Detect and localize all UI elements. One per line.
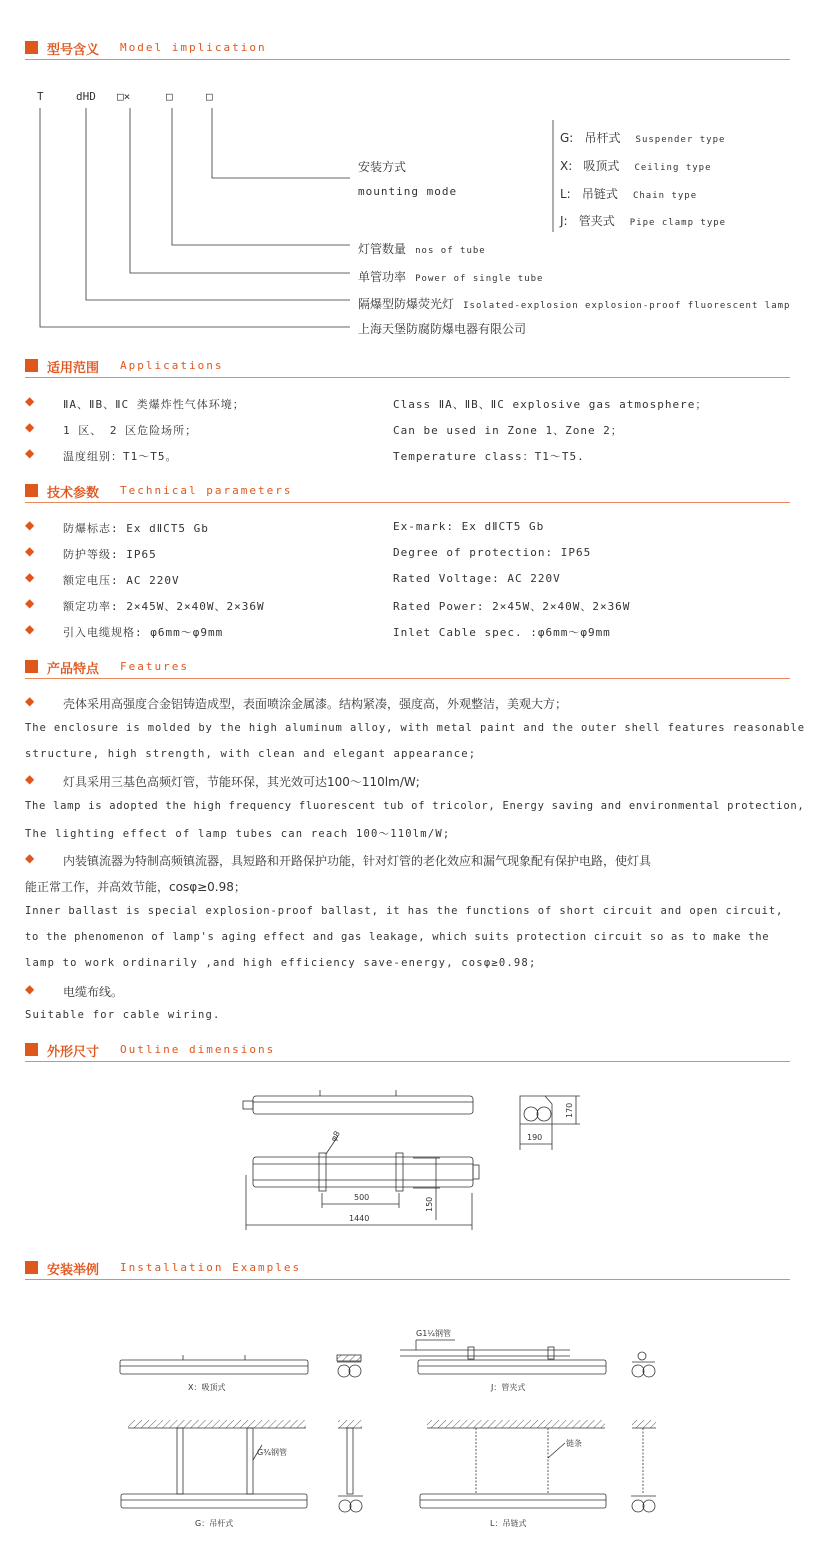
application-en: Class ⅡA、ⅡB、ⅡC explosive gas atmosphere； (393, 398, 708, 411)
section-title-en: Features (120, 660, 189, 673)
mount-type-en: Ceiling type (634, 163, 712, 173)
feature-1-en-line1: The enclosure is molded by the high aluminum alloy, with metal paint and the outer shell features reasonable (25, 722, 805, 734)
bullet-diamond-icon: ◆ (25, 982, 35, 996)
power-en: Power of single tube (415, 274, 544, 284)
bullet-diamond-icon: ◆ (25, 420, 35, 434)
model-code-t: T (37, 90, 44, 103)
mount-mode-en: mounting mode (358, 185, 458, 198)
feature-3-en-line2: to the phenomenon of lamp's aging effect and gas leakage, which suits protection circuit so as to make the (25, 931, 770, 943)
tube-count-zh: 灯管数量 (358, 242, 407, 256)
bullet-diamond-icon: ◆ (25, 851, 35, 865)
mount-type-x (560, 155, 712, 174)
bullet-diamond-icon: ◆ (25, 570, 35, 584)
model-code-mount: □ (206, 90, 213, 103)
feature-3-en-line1: Inner ballast is special explosion-proof ballast, it has the functions of short circuit and open circuit, (25, 905, 784, 917)
section-outline-header (25, 1040, 790, 1062)
technical-zh: 额定功率: 2×45W、2×40W、2×36W (63, 600, 265, 613)
dimension-label: 190 (527, 1133, 543, 1142)
install-label-g: G：吊杆式 (195, 1519, 234, 1528)
type-en: Isolated-explosion explosion-proof fluorescent lamp (463, 301, 791, 311)
application-zh: ⅡA、ⅡB、ⅡC 类爆炸性气体环境； (63, 398, 245, 411)
section-title-zh: 外形尺寸 (47, 1045, 100, 1060)
install-label-j: J：管夹式 (491, 1383, 526, 1392)
model-code-power: □ (166, 90, 173, 103)
mount-type-en: Suspender type (635, 135, 726, 145)
section-title-en: Installation Examples (120, 1261, 302, 1274)
section-title-en: Technical parameters (120, 484, 293, 497)
feature-4-en: Suitable for cable wiring. (25, 1009, 221, 1021)
feature-3-zh-line2: 能正常工作，并高效节能，cosφ≥0.98； (25, 880, 246, 894)
mount-type-j (560, 210, 726, 229)
outline-dimensions-drawing (0, 1080, 830, 1240)
feature-2-zh: 灯具采用三基色高频灯管，节能环保，其光效可达100～110lm/W; (63, 775, 420, 789)
mount-type-zh: 吊链式 (581, 187, 618, 201)
feature-2-en-line2: The lighting effect of lamp tubes can reach 100～110lm/W; (25, 828, 451, 840)
mount-mode-zh: 安装方式 (358, 160, 407, 174)
section-title-en: Applications (120, 359, 224, 372)
bullet-diamond-icon: ◆ (25, 544, 35, 558)
feature-3-zh-line1: 内装镇流器为特制高频镇流器，具短路和开路保护功能，针对灯管的老化效应和漏气现象配有保护电路，使灯具 (63, 854, 652, 868)
type-label (358, 293, 790, 312)
application-zh: 温度组别：T1～T5。 (63, 450, 178, 463)
dimension-label: 170 (565, 1102, 574, 1118)
section-title-zh: 产品特点 (47, 662, 100, 677)
section-marker-icon (25, 484, 38, 497)
tube-count-label (358, 238, 486, 257)
feature-1-zh: 壳体采用高强度合金铝铸造成型，表面喷涂金属漆。结构紧凑，强度高，外观整洁，美观大方； (63, 697, 568, 711)
bullet-diamond-icon: ◆ (25, 622, 35, 636)
installation-examples-drawing (0, 1300, 830, 1535)
tube-count-en: nos of tube (415, 246, 486, 256)
technical-en: Rated Power: 2×45W、2×40W、2×36W (393, 600, 631, 613)
dimension-label: 1440 (349, 1214, 370, 1223)
feature-2-en-line1: The lamp is adopted the high frequency fluorescent tub of tricolor, Energy saving and environmental protection, (25, 800, 805, 812)
install-label-pipe: G1¼钢管 (416, 1329, 452, 1338)
section-title-zh: 型号含义 (47, 43, 100, 58)
mount-type-l (560, 183, 697, 202)
dimension-label: 150 (425, 1196, 434, 1212)
install-label-x: X：吸顶式 (188, 1383, 226, 1392)
model-code-dhd: dHD (76, 90, 96, 103)
section-features-header (25, 657, 790, 679)
section-marker-icon (25, 1261, 38, 1274)
section-marker-icon (25, 359, 38, 372)
install-label-pipe-small: G¾钢管 (257, 1448, 287, 1457)
model-code-count: □× (117, 90, 131, 103)
mount-type-g (560, 127, 725, 146)
technical-en: Ex-mark: Ex dⅡCT5 Gb (393, 520, 545, 533)
section-title-en: Outline dimensions (120, 1043, 276, 1056)
technical-zh: 防护等级: IP65 (63, 548, 157, 561)
section-applications-header (25, 356, 790, 378)
bullet-diamond-icon: ◆ (25, 394, 35, 408)
mount-type-en: Chain type (632, 191, 698, 201)
application-en: Can be used in Zone 1、Zone 2； (393, 424, 623, 437)
mount-type-code: L: (560, 187, 571, 201)
feature-1-en-line2: structure, high strength, with clean and elegant appearance; (25, 748, 477, 760)
mount-type-code: X: (560, 159, 573, 173)
bullet-diamond-icon: ◆ (25, 694, 35, 708)
technical-en: Inlet Cable spec. :φ6mm～φ9mm (393, 626, 611, 639)
technical-en: Rated Voltage: AC 220V (393, 572, 561, 585)
dimension-label: φ8 (328, 1129, 342, 1143)
application-zh: 1 区、 2 区危险场所； (63, 424, 198, 437)
bullet-diamond-icon: ◆ (25, 518, 35, 532)
technical-zh: 额定电压: AC 220V (63, 574, 180, 587)
bullet-diamond-icon: ◆ (25, 772, 35, 786)
dimension-label: 500 (354, 1193, 370, 1202)
section-installation-header (25, 1258, 790, 1280)
power-label (358, 266, 543, 285)
power-zh: 单管功率 (358, 270, 407, 284)
section-title-en: Model implication (120, 41, 267, 54)
section-title-zh: 技术参数 (47, 486, 100, 501)
technical-en: Degree of protection: IP65 (393, 546, 592, 559)
install-label-chain: 链条 (566, 1439, 582, 1448)
feature-3-en-line3: lamp to work ordinarily ,and high efficiency save-energy, cosφ≥0.98; (25, 957, 537, 969)
mount-type-code: G: (560, 131, 574, 145)
type-zh: 隔爆型防爆荧光灯 (358, 297, 455, 311)
section-title-zh: 适用范围 (47, 361, 100, 376)
mount-type-zh: 吊杆式 (584, 131, 621, 145)
mount-type-zh: 吸顶式 (583, 159, 620, 173)
section-marker-icon (25, 660, 38, 673)
section-title-zh: 安装举例 (47, 1263, 100, 1278)
bullet-diamond-icon: ◆ (25, 596, 35, 610)
company-name: 上海天堡防腐防爆电器有限公司 (358, 322, 527, 336)
section-technical-header (25, 481, 790, 503)
section-marker-icon (25, 1043, 38, 1056)
mount-type-zh: 管夹式 (578, 214, 615, 228)
install-label-l: L：吊链式 (490, 1519, 527, 1528)
technical-zh: 引入电缆规格: φ6mm～φ9mm (63, 626, 224, 639)
technical-zh: 防爆标志: Ex dⅡCT5 Gb (63, 522, 209, 535)
bullet-diamond-icon: ◆ (25, 446, 35, 460)
mount-type-en: Pipe clamp type (629, 218, 727, 228)
feature-4-zh: 电缆布线。 (63, 985, 124, 999)
mount-type-code: J: (560, 214, 568, 228)
application-en: Temperature class：T1～T5. (393, 450, 585, 463)
